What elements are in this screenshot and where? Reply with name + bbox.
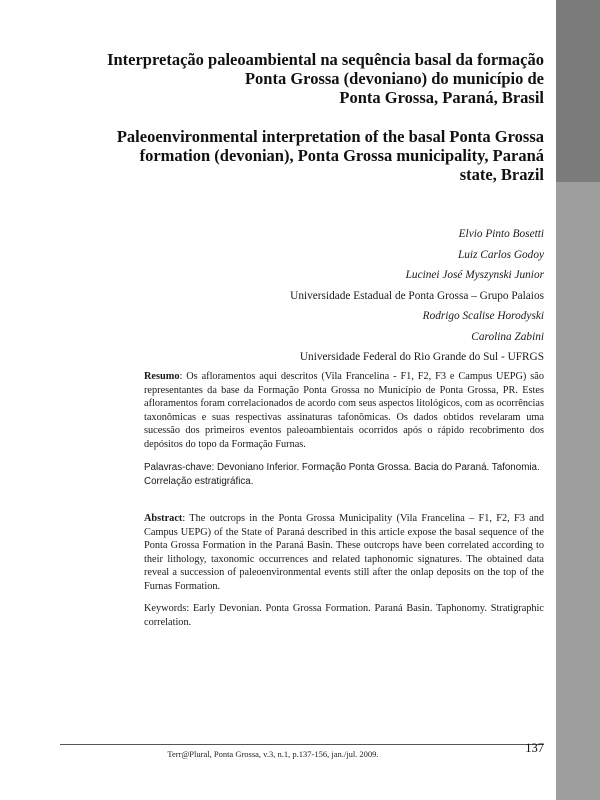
- author-name: Luiz Carlos Godoy: [458, 248, 544, 261]
- resumo-paragraph: [144, 370, 544, 452]
- title-pt-line: Ponta Grossa, Paraná, Brasil: [339, 88, 544, 107]
- palavras-chave: Palavras-chave: Devoniano Inferior. Formação Ponta Grossa. Bacia do Paraná. Tafonomia. Correlação estratigráfica.: [144, 462, 540, 487]
- abstract-label: Abstract: [144, 513, 183, 524]
- title-portuguese: [60, 50, 544, 107]
- title-pt-line: Interpretação paleoambiental na sequência basal da formação: [107, 50, 544, 69]
- keywords: Keywords: Early Devonian. Ponta Grossa Formation. Paraná Basin. Taphonomy. Stratigraphic correlation.: [144, 603, 544, 628]
- title-en-line: formation (devonian), Ponta Grossa municipality, Paraná: [139, 146, 544, 165]
- title-english: [60, 127, 544, 184]
- author-name: Carolina Zabini: [471, 330, 544, 343]
- title-pt-line: Ponta Grossa (devoniano) do município de: [244, 69, 544, 88]
- page-edge-bar-top: [556, 0, 600, 182]
- abstract-text: : The outcrops in the Ponta Grossa Municipality (Vila Francelina – F1, F2, F3 and Campus UEPG) of the State of Paraná described in this article expose the basal sequence of the Ponta Grossa Formation in the Paraná Basin. These outcrops have been correlated according to their lithology, taxonomic occurrences and related taphonomic signatures. The obtained data reveal a succession of paleoenvironmental events still after the onlap deposits on the top of the Furnas Formation.: [144, 513, 544, 592]
- title-en-line: Paleoenvironmental interpretation of the basal Ponta Grossa: [116, 127, 544, 146]
- footer-citation: Terr@Plural, Ponta Grossa, v.3, n.1, p.137-156, jan./jul. 2009.: [167, 749, 379, 759]
- author-list: [200, 224, 544, 368]
- affiliation: Universidade Estadual de Ponta Grossa – Grupo Palaios: [290, 289, 544, 302]
- abstract-paragraph: [144, 512, 544, 594]
- author-name: Lucinei José Myszynski Junior: [405, 269, 544, 281]
- title-block: [60, 50, 544, 184]
- affiliation: Universidade Federal do Rio Grande do Sul - UFRGS: [299, 351, 544, 363]
- resumo-text: : Os afloramentos aqui descritos (Vila Francelina - F1, F2, F3 e Campus UEPG) são representantes da base da Formação Ponta Grossa no Município de Ponta Grossa, PR. Estes afloramentos foram correlacionados de acordo com seus aspectos litológicos, com as ocorrências taxonômicas e suas respectivas assinaturas tafonômicas. Os dados obtidos revelaram uma sucessão dos primeiros eventos paleoambientais ocorridos após o rápido recobrimento dos depósitos do topo da Formação Furnas.: [144, 371, 544, 450]
- author-name: Rodrigo Scalise Horodyski: [422, 310, 544, 322]
- footer-divider: [60, 744, 544, 745]
- resumo-label: Resumo: [144, 371, 180, 382]
- author-name: Elvio Pinto Bosetti: [458, 228, 544, 240]
- page-number: 137: [525, 741, 544, 755]
- title-en-line: state, Brazil: [459, 165, 544, 184]
